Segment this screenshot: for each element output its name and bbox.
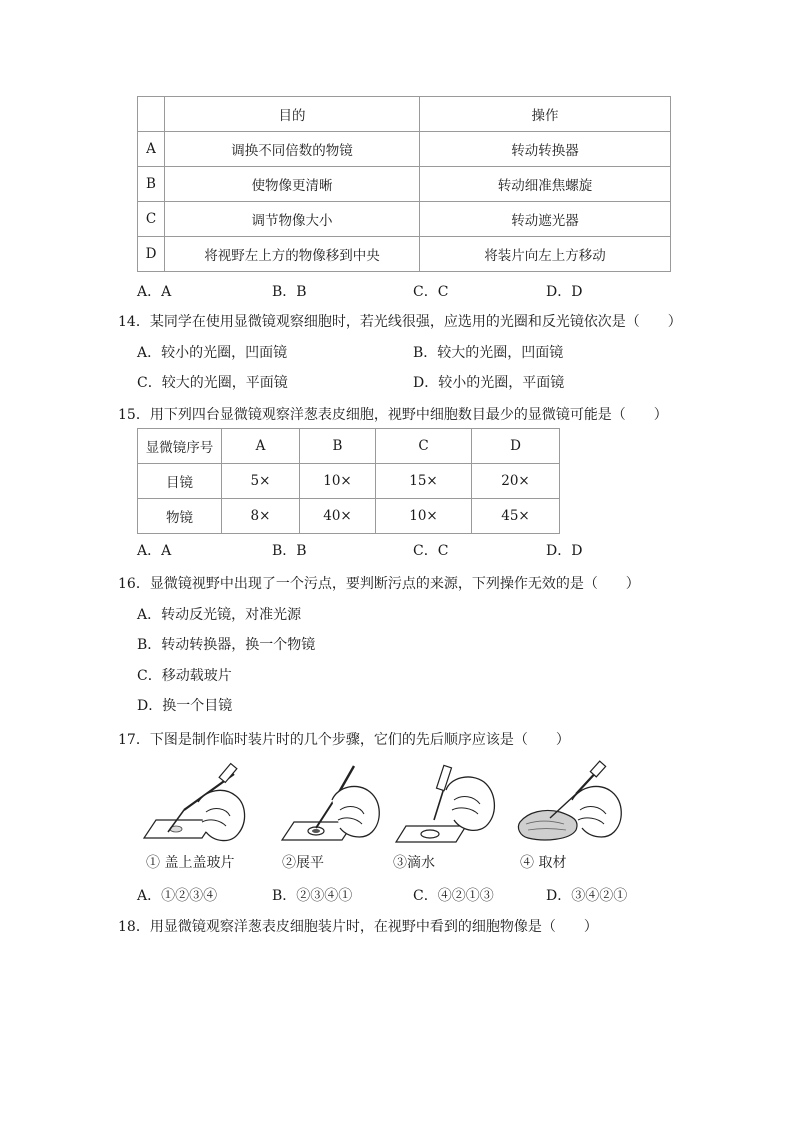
table-cell: A	[138, 132, 165, 167]
caption-spreading: ②展平	[282, 855, 324, 871]
q13-option-a: A．A	[137, 284, 172, 300]
q13-option-d: D．D	[546, 284, 583, 300]
table-header-cell: 目的	[165, 97, 420, 132]
table-header-cell	[138, 97, 165, 132]
table-cell: 转动细准焦螺旋	[420, 167, 671, 202]
q15-option-c: C．C	[413, 543, 449, 559]
caption-taking-material: ④ 取材	[520, 855, 567, 871]
q14-option-d: D．较小的光圈，平面镜	[413, 375, 565, 391]
table-row	[138, 202, 671, 237]
q16-option-b: B．转动转换器，换一个物镜	[137, 637, 316, 653]
table-cell: 使物像更清晰	[165, 167, 420, 202]
table-header-row	[138, 429, 560, 464]
table-cell: 20×	[472, 464, 560, 499]
table-cell: 将视野左上方的物像移到中央	[165, 237, 420, 272]
q16-option-c: C．移动载玻片	[137, 668, 232, 684]
table-header-row	[138, 97, 671, 132]
q16-stem: 16．显微镜视野中出现了一个污点，要判断污点的来源，下列操作无效的是（ ）	[118, 576, 640, 592]
table-row	[138, 237, 671, 272]
table-cell: 8×	[222, 499, 300, 534]
caption-cover-slip: ① 盖上盖玻片	[146, 855, 235, 871]
table-cell: B	[138, 167, 165, 202]
q15-stem: 15．用下列四台显微镜观察洋葱表皮细胞，视野中细胞数目最少的显微镜可能是（ ）	[118, 407, 668, 423]
q17-option-a: A．①②③④	[137, 888, 218, 904]
table-cell: 40×	[300, 499, 376, 534]
table-cell: 10×	[300, 464, 376, 499]
caption-water-drop: ③滴水	[393, 855, 435, 871]
q15-option-d: D．D	[546, 543, 583, 559]
table-cell: D	[138, 237, 165, 272]
q17-option-c: C．④②①③	[413, 888, 494, 904]
table-cell: 5×	[222, 464, 300, 499]
table-header-cell: D	[472, 429, 560, 464]
table-cell: 转动遮光器	[420, 202, 671, 237]
q13-option-b: B．B	[272, 284, 307, 300]
q16-option-d: D．换一个目镜	[137, 698, 233, 714]
cover-slip-illustration	[140, 760, 252, 850]
table-cell: 调节物像大小	[165, 202, 420, 237]
table-cell: 10×	[376, 499, 472, 534]
q14-option-b: B．较大的光圈，凹面镜	[413, 345, 564, 361]
table-cell: 将装片向左上方移动	[420, 237, 671, 272]
table-microscope-magnification	[137, 428, 560, 534]
table-cell: 调换不同倍数的物镜	[165, 132, 420, 167]
q14-option-a: A．较小的光圈，凹面镜	[137, 345, 288, 361]
table-header-cell: A	[222, 429, 300, 464]
q17-stem: 17．下图是制作临时装片时的几个步骤，它们的先后顺序应该是（ ）	[118, 732, 570, 748]
q18-stem: 18．用显微镜观察洋葱表皮细胞装片时，在视野中看到的细胞物像是（ ）	[118, 919, 598, 935]
table-header-cell: 显微镜序号	[138, 429, 222, 464]
table-row	[138, 464, 560, 499]
q15-option-a: A．A	[137, 543, 172, 559]
q14-option-c: C．较大的光圈，平面镜	[137, 375, 288, 391]
q15-option-b: B．B	[272, 543, 307, 559]
table-cell: 45×	[472, 499, 560, 534]
table-microscope-operations	[137, 96, 671, 272]
water-drop-illustration	[392, 760, 504, 850]
table-row	[138, 132, 671, 167]
q14-stem: 14．某同学在使用显微镜观察细胞时，若光线很强，应选用的光圈和反光镜依次是（ ）	[118, 314, 682, 330]
table-cell: 15×	[376, 464, 472, 499]
q17-option-d: D．③④②①	[546, 888, 628, 904]
table-cell: 目镜	[138, 464, 222, 499]
table-cell: 物镜	[138, 499, 222, 534]
table-header-cell: 操作	[420, 97, 671, 132]
q16-option-a: A．转动反光镜，对准光源	[137, 607, 302, 623]
spreading-illustration	[278, 760, 390, 850]
table-cell: 转动转换器	[420, 132, 671, 167]
table-row	[138, 499, 560, 534]
table-header-cell: B	[300, 429, 376, 464]
taking-material-illustration	[514, 760, 632, 850]
table-header-cell: C	[376, 429, 472, 464]
table-row	[138, 167, 671, 202]
q13-option-c: C．C	[413, 284, 449, 300]
q17-option-b: B．②③④①	[272, 888, 353, 904]
table-cell: C	[138, 202, 165, 237]
